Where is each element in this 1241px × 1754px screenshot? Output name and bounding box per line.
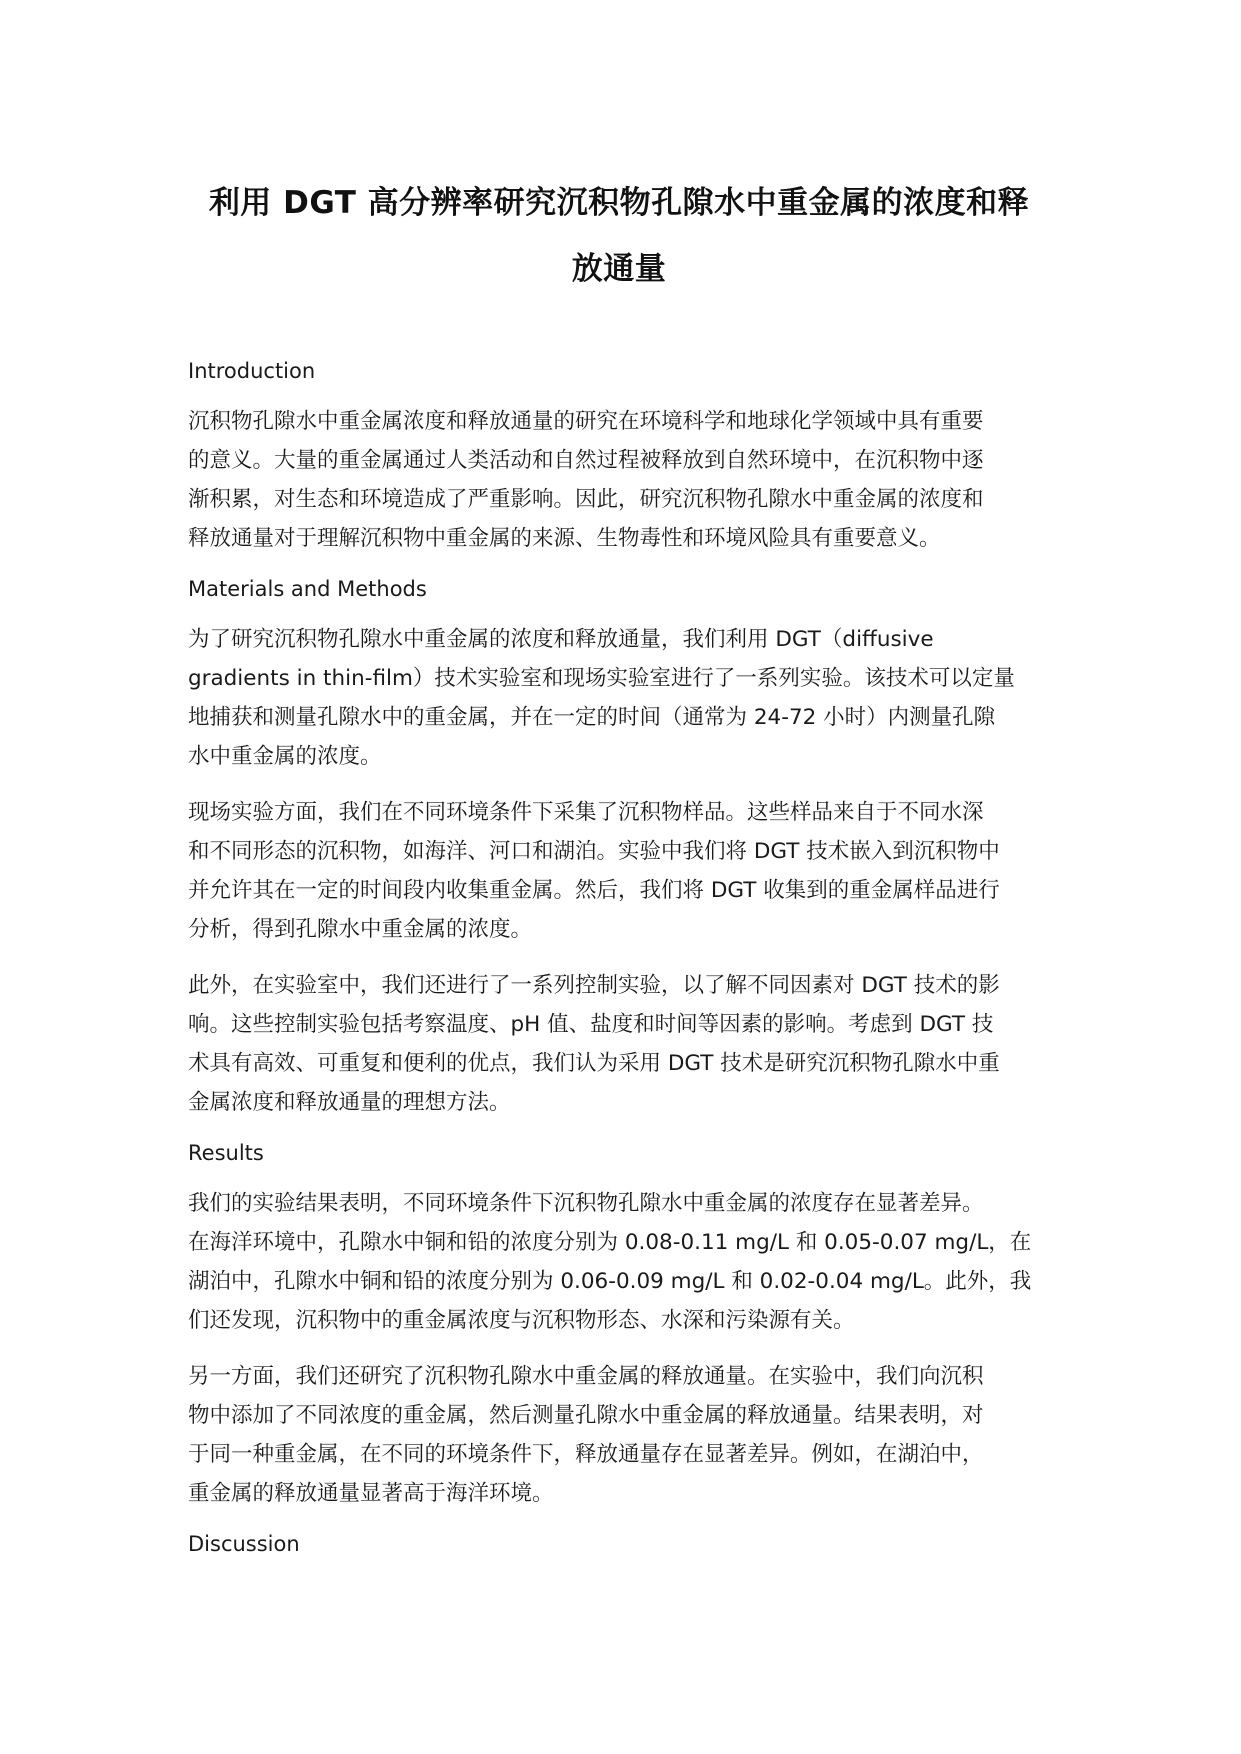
text-line: gradients in thin-film）技术实验室和现场实验室进行了一系列实验。该技术可以定量: [188, 666, 1015, 691]
paragraph: [188, 402, 1050, 558]
text-line: 响。这些控制实验包括考察温度、pH 值、盐度和时间等因素的影响。考虑到 DGT 技: [188, 1012, 994, 1037]
title-line: 放通量: [571, 251, 667, 287]
paragraph: [188, 1184, 1050, 1340]
text-line: 另一方面，我们还研究了沉积物孔隙水中重金属的释放通量。在实验中，我们向沉积: [188, 1364, 984, 1389]
paragraph: [188, 1357, 1050, 1513]
text-line: 物中添加了不同浓度的重金属，然后测量孔隙水中重金属的释放通量。结果表明，对: [188, 1403, 984, 1428]
text-line: 术具有高效、可重复和便利的优点，我们认为采用 DGT 技术是研究沉积物孔隙水中重: [188, 1051, 1000, 1076]
document-title: [188, 170, 1050, 302]
text-line: 于同一种重金属，在不同的环境条件下，释放通量存在显著差异。例如，在湖泊中，: [188, 1442, 984, 1467]
text-line: 现场实验方面，我们在不同环境条件下采集了沉积物样品。这些样品来自于不同水深: [188, 800, 984, 825]
text-line: 的意义。大量的重金属通过人类活动和自然过程被释放到自然环境中，在沉积物中逐: [188, 448, 984, 473]
text-line: 并允许其在一定的时间段内收集重金属。然后，我们将 DGT 收集到的重金属样品进行: [188, 878, 1000, 903]
paragraph: [188, 620, 1050, 776]
section-heading-discussion: Discussion: [188, 1532, 300, 1556]
section-heading-results: Results: [188, 1141, 264, 1165]
text-line: 我们的实验结果表明，不同环境条件下沉积物孔隙水中重金属的浓度存在显著差异。: [188, 1191, 984, 1216]
document-page: [188, 170, 1050, 1564]
text-line: 在海洋环境中，孔隙水中铜和铅的浓度分别为 0.08-0.11 mg/L 和 0.05-0.07 mg/L，在: [188, 1230, 1032, 1255]
section-heading-methods: Materials and Methods: [188, 577, 427, 601]
text-line: 湖泊中，孔隙水中铜和铅的浓度分别为 0.06-0.09 mg/L 和 0.02-0.04 mg/L。此外，我: [188, 1269, 1032, 1294]
text-line: 地捕获和测量孔隙水中的重金属，并在一定的时间（通常为 24-72 小时）内测量孔隙: [188, 705, 996, 730]
text-line: 为了研究沉积物孔隙水中重金属的浓度和释放通量，我们利用 DGT（diffusive: [188, 627, 934, 652]
paragraph: [188, 793, 1050, 949]
text-line: 沉积物孔隙水中重金属浓度和释放通量的研究在环境科学和地球化学领域中具有重要: [188, 409, 984, 434]
text-line: 此外，在实验室中，我们还进行了一系列控制实验，以了解不同因素对 DGT 技术的影: [188, 973, 1000, 998]
paragraph: [188, 966, 1050, 1122]
text-line: 和不同形态的沉积物，如海洋、河口和湖泊。实验中我们将 DGT 技术嵌入到沉积物中: [188, 839, 1000, 864]
text-line: 水中重金属的浓度。: [188, 744, 382, 769]
text-line: 重金属的释放通量显著高于海洋环境。: [188, 1481, 554, 1506]
section-heading-introduction: Introduction: [188, 359, 316, 383]
text-line: 金属浓度和释放通量的理想方法。: [188, 1090, 511, 1115]
text-line: 释放通量对于理解沉积物中重金属的来源、生物毒性和环境风险具有重要意义。: [188, 526, 941, 551]
text-line: 们还发现，沉积物中的重金属浓度与沉积物形态、水深和污染源有关。: [188, 1308, 855, 1333]
title-line: 利用 DGT 高分辨率研究沉积物孔隙水中重金属的浓度和释: [208, 185, 1030, 221]
text-line: 分析，得到孔隙水中重金属的浓度。: [188, 917, 533, 942]
text-line: 渐积累，对生态和环境造成了严重影响。因此，研究沉积物孔隙水中重金属的浓度和: [188, 487, 984, 512]
